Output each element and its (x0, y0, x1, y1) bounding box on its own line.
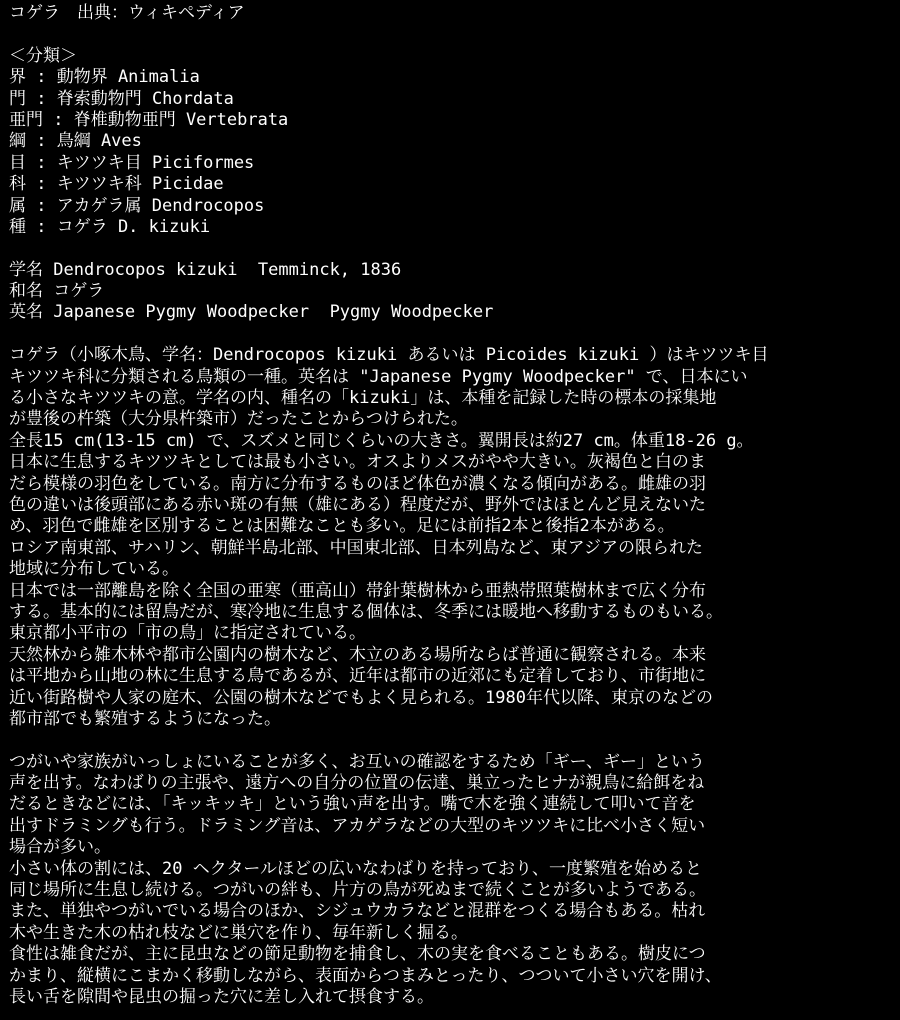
text-line: 色の違いは後頭部にある赤い斑の有無（雄にある）程度だが、野外ではほとんど見えないた (9, 494, 706, 515)
text-line: 声を出す。なわばりの主張や、遠方への自分の位置の伝達、巣立ったヒナが親鳥に給餌をね (9, 773, 705, 794)
text-line: め、羽色で雌雄を区別することは困難なことも多い。足には前指2本と後指2本がある。 (9, 516, 675, 537)
text-line: つがいや家族がいっしょにいることが多く、お互いの確認をするため「ギー、ギー」という (9, 751, 705, 772)
text-line: だるときなどには、「キッキッキ」という強い声を出す。嘴で木を強く連続して叩いて音を (9, 794, 696, 815)
text-line: る小さなキツツキの意。学名の内、種名の「kizuki」は、本種を記録した時の標本の採集地 (9, 388, 717, 409)
text-line: する。基本的には留鳥だが、寒冷地に生息する個体は、冬季には暖地へ移動するものもいる。 (9, 601, 723, 622)
text-line: 場合が多い。 (9, 837, 111, 858)
text-line: 地域に分布している。 (9, 559, 179, 580)
text-line: 同じ場所に生息し続ける。つがいの絆も、片方の鳥が死ぬまで続くことが多いようである。 (9, 880, 706, 901)
blank-line (9, 238, 900, 259)
text-line: 学名 Dendrocopos kizuki Temminck, 1836 (9, 259, 402, 280)
text-line: キツツキ科に分類される鳥類の一種。英名は "Japanese Pygmy Woodpecker" で、日本にい (9, 366, 748, 387)
text-line: 小さい体の割には、20 ヘクタールほどの広いなわばりを持っており、一度繁殖を始めると (9, 858, 703, 879)
text-line: 出すドラミングも行う。ドラミング音は、アカゲラなどの大型のキツツキに比べ小さく短い (9, 815, 706, 836)
blank-line (9, 730, 900, 751)
text-line: が豊後の杵築（大分県杵築市）だったことからつけられた。 (9, 409, 468, 430)
text-line: 英名 Japanese Pygmy Woodpecker Pygmy Woodpecker (9, 302, 494, 323)
text-line: 種 : コゲラ D. kizuki (9, 216, 211, 237)
text-line: は平地から山地の林に生息する鳥であるが、近年は都市の近郊にも定着しており、市街地に (9, 666, 706, 687)
text-line: 日本に生息するキツツキとしては最も小さい。オスよりメスがやや大きい。灰褐色と白のま (9, 452, 706, 473)
text-line: かまり、縦横にこまかく移動しながら、表面からつまみとったり、つついて小さい穴を開け、 (9, 965, 722, 986)
text-line: 長い舌を隙間や昆虫の掘った穴に差し入れて摂食する。 (9, 986, 434, 1007)
text-line: 門 : 脊索動物門 Chordata (9, 88, 234, 109)
text-line: 木や生きた木の枯れ枝などに巣穴を作り、毎年新しく掘る。 (9, 922, 468, 943)
text-line: 東京都小平市の「市の鳥」に指定されている。 (9, 623, 366, 644)
text-line: 綱 : 鳥綱 Aves (9, 131, 142, 152)
text-line: コゲラ 出典：ウィキペディア (9, 3, 245, 23)
text-line: 亜門 : 脊椎動物亜門 Vertebrata (9, 109, 289, 130)
text-line: 日本では一部離島を除く全国の亜寒（亜高山）帯針葉樹林から亜熱帯照葉樹林まで広く分布 (9, 580, 706, 601)
text-line: 目 : キツツキ目 Piciformes (9, 152, 255, 173)
text-line: 和名 コゲラ (9, 281, 105, 302)
text-line: また、単独やつがいでいる場合のほか、シジュウカラなどと混群をつくる場合もある。枯れ (9, 901, 706, 922)
text-line: 天然林から雑木林や都市公園内の樹木など、木立のある場所ならば普通に観察される。本来 (9, 644, 706, 665)
blank-line (9, 324, 900, 345)
text-line: 近い街路樹や人家の庭木、公園の樹木などでもよく見られる。1980年代以降、東京のなどの (9, 687, 713, 708)
text-line: 界 : 動物界 Animalia (9, 67, 200, 88)
blank-line (9, 24, 900, 45)
text-line: 都市部でも繁殖するようになった。 (9, 708, 281, 729)
text-line: ＜分類＞ (9, 45, 77, 66)
text-line: コゲラ（小啄木鳥、学名：Dendrocopos kizuki あるいは Picoides kizuki ）はキツツキ目 (9, 345, 769, 366)
text-line: 科 : キツツキ科 Picidae (9, 174, 224, 195)
text-line: ロシア南東部、サハリン、朝鮮半島北部、中国東北部、日本列島など、東アジアの限られた (9, 537, 703, 558)
text-line: 食性は雑食だが、主に昆虫などの節足動物を捕食し、木の実を食べることもある。樹皮につ (9, 944, 706, 965)
text-line: だら模様の羽色をしている。南方に分布するものほど体色が濃くなる傾向がある。雌雄の羽 (9, 473, 706, 494)
text-line: 属 : アカゲラ属 Dendrocopos (9, 195, 265, 216)
text-line: 全長15 cm(13-15 cm) で、スズメと同じくらいの大きさ。翼開長は約27 cm。体重18-26 g。 (9, 430, 754, 451)
